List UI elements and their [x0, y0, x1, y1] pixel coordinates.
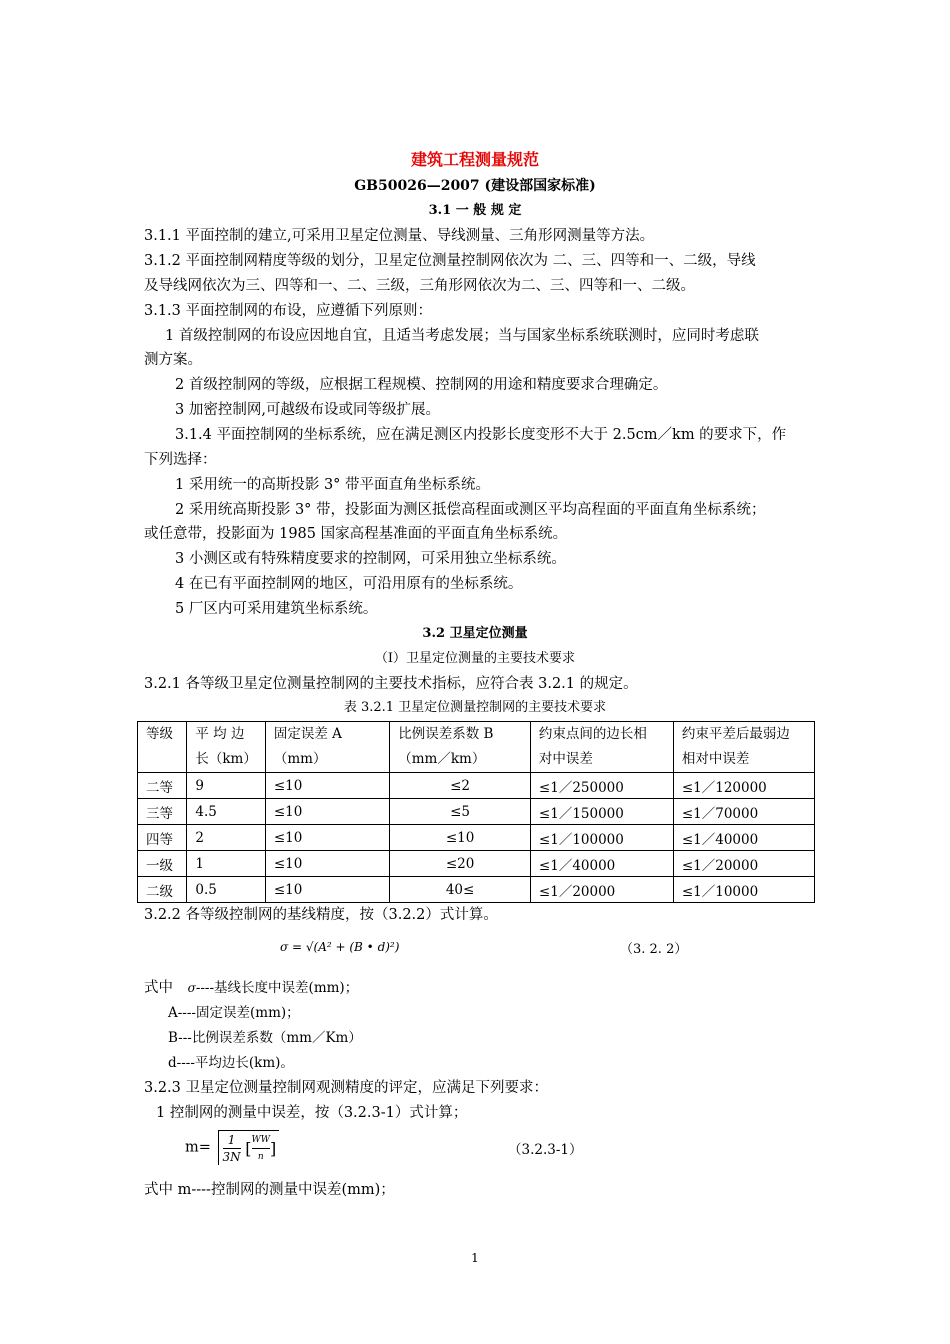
table-cell: 2: [187, 825, 265, 851]
table-cell: 四等: [138, 825, 187, 851]
document-subtitle: GB50026—2007 (建设部国家标准): [354, 178, 596, 194]
table-cell: 0.5: [187, 877, 265, 903]
table-cell: ≤10: [390, 825, 531, 851]
where-A: A----固定误差(mm)；: [168, 1005, 300, 1021]
page-number: 1: [471, 1251, 479, 1265]
formula-3-2-3-1-number: （3.2.3-1）: [508, 1142, 583, 1158]
table-cell: 一级: [138, 851, 187, 877]
paragraph-3-1-4-item3: 3 小测区或有特殊精度要求的控制网，可采用独立坐标系统。: [175, 551, 566, 567]
table-row: [138, 773, 815, 799]
paragraph-3-2-3: 3.2.3 卫星定位测量控制网观测精度的评定，应满足下列要求：: [144, 1080, 549, 1096]
paragraph-3-1-3-item1-line2: 测方案。: [144, 352, 202, 368]
table-cell: ≤1／150000: [530, 799, 673, 825]
table-cell: 4.5: [187, 799, 265, 825]
table-cell: ≤1／70000: [673, 799, 814, 825]
table-cell: ≤1／40000: [530, 851, 673, 877]
paragraph-3-1-4-item4: 4 在已有平面控制网的地区，可沿用原有的坐标系统。: [175, 576, 523, 592]
paragraph-3-1-1: 3.1.1 平面控制的建立,可采用卫星定位测量、导线测量、三角形网测量等方法。: [144, 228, 655, 244]
table-cell: ≤1／250000: [530, 773, 673, 799]
paragraph-3-2-3-item1: 1 控制网的测量中误差，按（3.2.3-1）式计算；: [156, 1105, 468, 1121]
formula-lhs: m=: [185, 1139, 211, 1156]
paragraph-3-1-4-line1: 3.1.4 平面控制网的坐标系统，应在满足测区内投影长度变形不大于 2.5cm／km 的要求下，作: [175, 427, 787, 443]
table-row: [138, 851, 815, 877]
formula-3-2-2-number: （3. 2. 2）: [620, 942, 688, 957]
paragraph-3-1-4-line2: 下列选择：: [144, 452, 217, 468]
table-cell: ≤2: [390, 773, 531, 799]
table-header-row: [138, 722, 815, 773]
table-row: [138, 799, 815, 825]
table-cell: ≤1／10000: [673, 877, 814, 903]
paragraph-3-1-2-line1: 3.1.2 平面控制网精度等级的划分，卫星定位测量控制网依次为 二、三、四等和一、二级，导线: [144, 253, 756, 269]
where-label: 式中: [144, 980, 173, 996]
table-header-cell: 等级: [138, 722, 187, 773]
table-cell: ≤1／20000: [673, 851, 814, 877]
sigma-symbol: σ: [187, 981, 196, 995]
table-cell: ≤5: [390, 799, 531, 825]
paragraph-3-1-3-item2: 2 首级控制网的等级，应根据工程规模、控制网的用途和精度要求合理确定。: [175, 377, 668, 393]
where-d: d----平均边长(km)。: [168, 1055, 294, 1071]
table-cell: 40≤: [390, 877, 531, 903]
paragraph-3-1-3-item3: 3 加密控制网,可越级布设或同等级扩展。: [175, 402, 440, 418]
where-sigma-line: [144, 978, 358, 998]
where-sigma-desc: ----基线长度中误差(mm)；: [195, 980, 359, 996]
paragraph-3-2-1: 3.2.1 各等级卫星定位测量控制网的主要技术指标，应符合表 3.2.1 的规定。: [144, 676, 638, 692]
where-m: 式中 m----控制网的测量中误差(mm)；: [144, 1182, 395, 1198]
table-cell: ≤10: [265, 799, 389, 825]
paragraph-3-1-4-item1: 1 采用统一的高斯投影 3° 带平面直角坐标系统。: [175, 477, 491, 493]
section-heading-3-2: 3.2 卫星定位测量: [422, 626, 528, 641]
table-cell: ≤10: [265, 877, 389, 903]
subsection-heading-3-2-i: （Ⅰ）卫星定位测量的主要技术要求: [374, 651, 576, 666]
table-row: [138, 825, 815, 851]
paragraph-3-1-4-item2-line2: 或任意带，投影面为 1985 国家高程基准面的平面直角坐标系统。: [144, 526, 568, 542]
table-cell: 二等: [138, 773, 187, 799]
formula-3-2-3-1: [185, 1130, 279, 1170]
table-header-cell: 约束平差后最弱边 相对中误差: [673, 722, 814, 773]
paragraph-3-2-2: 3.2.2 各等级控制网的基线精度，按（3.2.2）式计算。: [144, 907, 498, 923]
table-cell: ≤1／40000: [673, 825, 814, 851]
table-cell: ≤20: [390, 851, 531, 877]
table-cell: ≤10: [265, 851, 389, 877]
table-header-cell: 平 均 边 长（km）: [187, 722, 265, 773]
table-cell: 1: [187, 851, 265, 877]
formula-inner-fraction: $\frac{WW}{n}$: [252, 1132, 271, 1165]
table-cell: ≤10: [265, 773, 389, 799]
paragraph-3-1-4-item2-line1: 2 采用统高斯投影 3° 带，投影面为测区抵偿高程面或测区平均高程面的平面直角坐标系统；: [175, 502, 766, 518]
formula-fraction: $\frac{1}{3N}$: [222, 1133, 241, 1164]
where-B: B---比例误差系数（mm／Km）: [168, 1030, 362, 1046]
table-cell: 三等: [138, 799, 187, 825]
table-cell: ≤1／20000: [530, 877, 673, 903]
document-title: 建筑工程测量规范: [410, 150, 539, 169]
table-cell: ≤10: [265, 825, 389, 851]
technical-requirements-table: [137, 721, 815, 903]
table-cell: ≤1／100000: [530, 825, 673, 851]
formula-3-2-2: σ = √(A² + (B • d)²): [280, 940, 400, 954]
table-header-cell: 固定误差 A （mm）: [265, 722, 389, 773]
section-heading-3-1: 3.1 一 般 规 定: [428, 203, 522, 218]
paragraph-3-1-4-item5: 5 厂区内可采用建筑坐标系统。: [175, 601, 378, 617]
table-row: [138, 877, 815, 903]
paragraph-3-1-3: 3.1.3 平面控制网的布设，应遵循下列原则：: [144, 303, 433, 319]
table-header-cell: 约束点间的边长相 对中误差: [530, 722, 673, 773]
table-header-cell: 比例误差系数 B （mm／km）: [390, 722, 531, 773]
table-cell: 9: [187, 773, 265, 799]
formula-sqrt: $\frac{1}{3N}$ [ $\frac{WW}{n}$ ]: [218, 1130, 280, 1165]
paragraph-3-1-2-line2: 及导线网依次为三、四等和一、二、三级，三角形网依次为二、三、四等和一、二级。: [144, 278, 695, 294]
table-caption: 表 3.2.1 卫星定位测量控制网的主要技术要求: [343, 700, 607, 715]
table-cell: 二级: [138, 877, 187, 903]
paragraph-3-1-3-item1-line1: 1 首级控制网的布设应因地自宜，且适当考虑发展；当与国家坐标系统联测时，应同时考虑联: [165, 328, 759, 344]
table-cell: ≤1／120000: [673, 773, 814, 799]
